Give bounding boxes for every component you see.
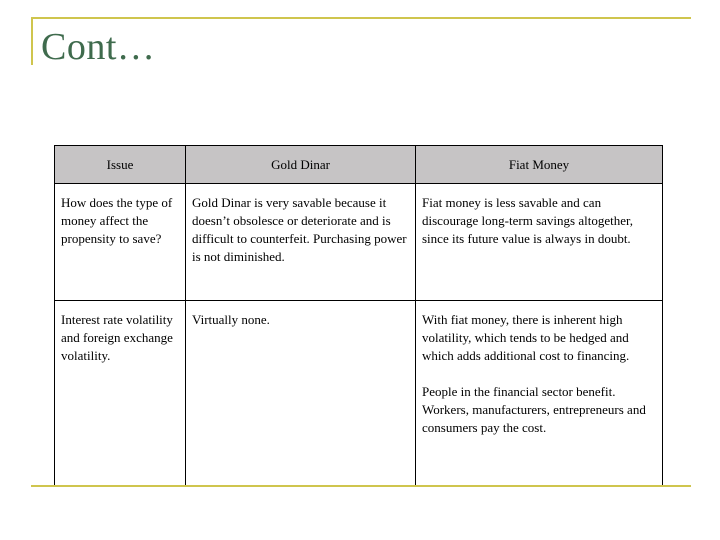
- cell-gold-dinar: Gold Dinar is very savable because it doesn’t obsolesce or deteriorate and is difficult to counterfeit. Purchasing power is not diminished.: [186, 184, 416, 301]
- cell-fiat-money: [416, 184, 663, 301]
- left-accent-rule: [31, 17, 33, 65]
- slide-title: Cont…: [41, 26, 156, 68]
- table-header-row: [55, 146, 663, 184]
- table-row: [55, 184, 663, 301]
- cell-issue: How does the type of money affect the propensity to save?: [55, 184, 186, 301]
- cell-paragraph: Fiat money is less savable and can discourage long-term savings altogether, since its future value is always in doubt.: [422, 195, 634, 246]
- bottom-accent-rule: [31, 485, 691, 487]
- top-accent-rule: [31, 17, 691, 19]
- cell-paragraph: People in the financial sector benefit. Workers, manufacturers, entrepreneurs and consumers pay the cost.: [422, 384, 646, 435]
- header-issue: Issue: [55, 146, 186, 184]
- header-gold-dinar: Gold Dinar: [186, 146, 416, 184]
- table-row: [55, 301, 663, 486]
- cell-gold-dinar: Virtually none.: [186, 301, 416, 486]
- cell-fiat-money: [416, 301, 663, 486]
- cell-issue: Interest rate volatility and foreign exchange volatility.: [55, 301, 186, 486]
- cell-paragraph: With fiat money, there is inherent high volatility, which tends to be hedged and which adds additional cost to financing.: [422, 312, 630, 363]
- header-fiat-money: Fiat Money: [416, 146, 663, 184]
- comparison-table: [54, 145, 663, 486]
